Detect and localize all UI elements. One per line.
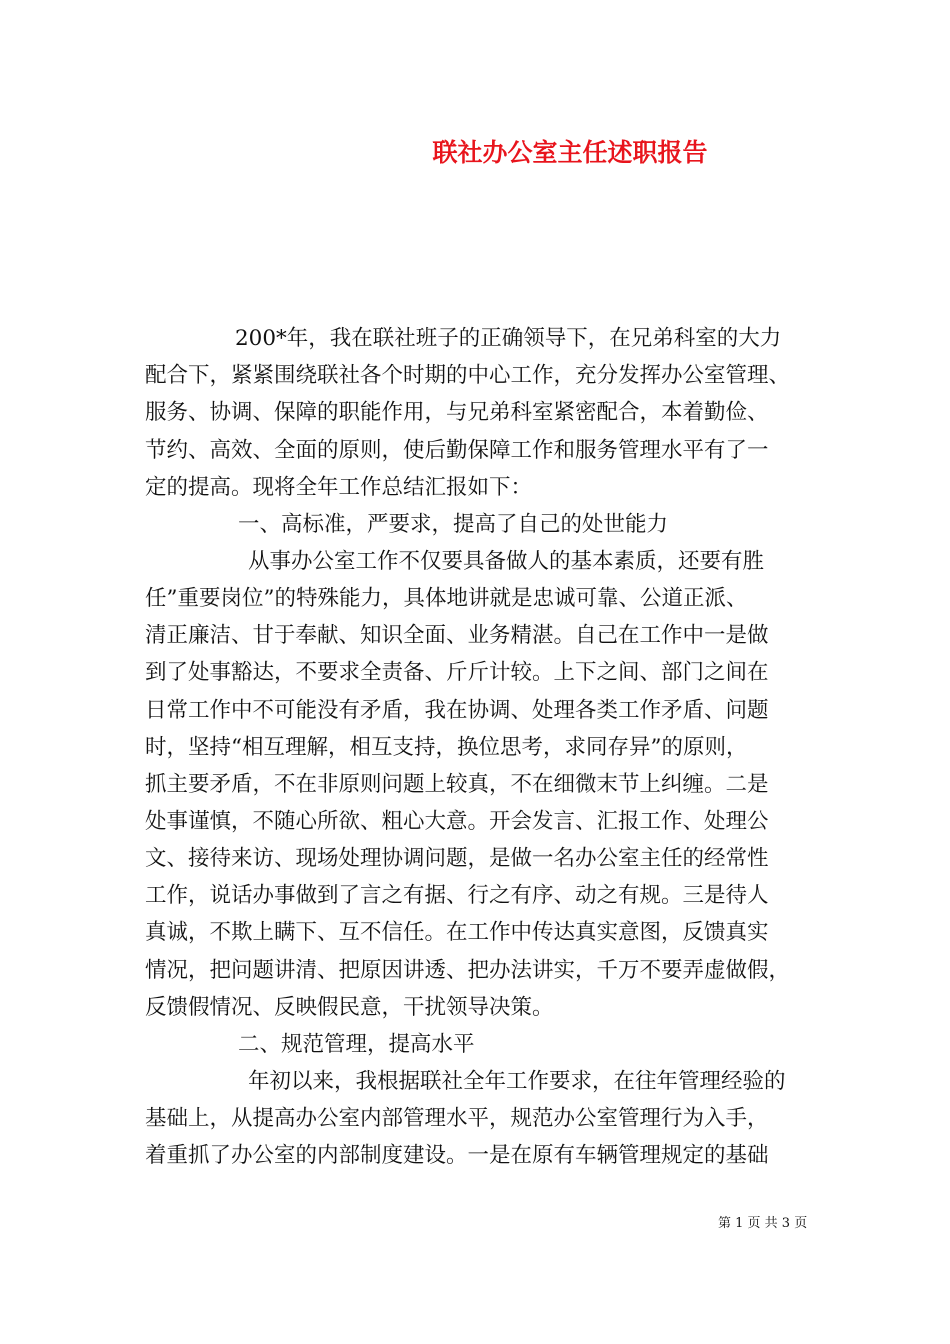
paragraph-line: 情况，把问题讲清、把原因讲透、把办法讲实，千万不要弄虚做假， xyxy=(145,958,791,983)
paragraph-line: 配合下，紧紧围绕联社各个时期的中心工作，充分发挥办公室管理、 xyxy=(145,363,791,388)
paragraph-line: 定的提高。现将全年工作总结汇报如下： xyxy=(145,475,533,500)
paragraph-line: 抓主要矛盾，不在非原则问题上较真，不在细微末节上纠缠。二是 xyxy=(145,772,769,797)
paragraph-line: 处事谨慎，不随心所欲、粗心大意。开会发言、汇报工作、处理公 xyxy=(145,809,769,834)
paragraph-line: 日常工作中不可能没有矛盾，我在协调、处理各类工作矛盾、问题 xyxy=(145,698,769,723)
page-number: 第 1 页 共 3 页 xyxy=(718,1216,808,1231)
paragraph-line: 反馈假情况、反映假民意，干扰领导决策。 xyxy=(145,995,554,1020)
paragraph-line: 年初以来，我根据联社全年工作要求，在往年管理经验的 xyxy=(248,1069,786,1094)
paragraph-line: 节约、高效、全面的原则，使后勤保障工作和服务管理水平有了一 xyxy=(145,438,769,463)
paragraph-line: 任”重要岗位”的特殊能力，具体地讲就是忠诚可靠、公道正派、 xyxy=(145,586,748,611)
section-heading: 二、规范管理，提高水平 xyxy=(238,1032,475,1057)
paragraph-line: 时，坚持“相互理解，相互支持，换位思考，求同存异”的原则， xyxy=(145,735,748,760)
paragraph-line: 服务、协调、保障的职能作用，与兄弟科室紧密配合，本着勤俭、 xyxy=(145,400,769,425)
paragraph-line: 文、接待来访、现场处理协调问题，是做一名办公室主任的经常性 xyxy=(145,846,769,871)
paragraph-line: 到了处事豁达，不要求全责备、斤斤计较。上下之间、部门之间在 xyxy=(145,660,769,685)
paragraph-line: 真诚，不欺上瞒下、互不信任。在工作中传达真实意图，反馈真实 xyxy=(145,920,769,945)
section-heading: 一、高标准，严要求，提高了自己的处世能力 xyxy=(238,512,669,537)
paragraph-line: 从事办公室工作不仅要具备做人的基本素质，还要有胜 xyxy=(248,549,765,574)
paragraph-line: 工作，说话办事做到了言之有据、行之有序、动之有规。三是待人 xyxy=(145,883,769,908)
paragraph-line: 着重抓了办公室的内部制度建设。一是在原有车辆管理规定的基础 xyxy=(145,1143,769,1168)
document-title: 联社办公室主任述职报告 xyxy=(432,138,708,167)
paragraph-line: 清正廉洁、甘于奉献、知识全面、业务精湛。自己在工作中一是做 xyxy=(145,623,769,648)
paragraph-line: 基础上，从提高办公室内部管理水平，规范办公室管理行为入手， xyxy=(145,1106,769,1131)
paragraph-line: 200*年，我在联社班子的正确领导下，在兄弟科室的大力 xyxy=(235,326,782,351)
